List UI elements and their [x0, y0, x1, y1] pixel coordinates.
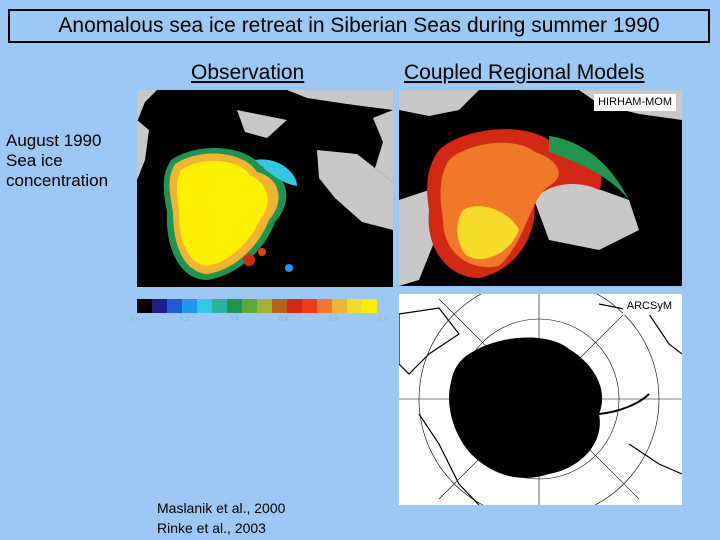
colorbar-swatch: [182, 299, 197, 313]
observation-heading: Observation: [191, 61, 305, 84]
map-description: [6, 131, 136, 191]
colorbar-swatch: [347, 299, 362, 313]
colorbar-swatch: [332, 299, 347, 313]
colorbar-tick-label: 0.2: [179, 316, 190, 323]
colorbar-swatch: [287, 299, 302, 313]
colorbar-tick-label: 0.6: [278, 316, 289, 323]
colorbar-swatch: [167, 299, 182, 313]
colorbar-swatch: [272, 299, 287, 313]
reference-1: Maslanik et al., 2000: [157, 500, 286, 516]
colorbar-swatch: [137, 299, 152, 313]
colorbar-swatch: [152, 299, 167, 313]
arcsym-label: ARCSyM: [623, 298, 676, 315]
colorbar-tick-label: 0.4: [229, 316, 239, 323]
colorbar-tick-label: 1.0: [378, 316, 388, 323]
colorbar-swatch: [362, 299, 377, 313]
colorbar-swatch: [317, 299, 332, 313]
side-label-line-3: concentration: [6, 171, 109, 190]
side-label-line-2: Sea ice: [6, 151, 63, 170]
colorbar-swatch: [242, 299, 257, 313]
colorbar-swatch: [212, 299, 227, 313]
hirham-mom-sea-ice-map: [399, 90, 682, 286]
reference-2: Rinke et al., 2003: [157, 520, 266, 536]
hirham-mom-label: HIRHAM-MOM: [594, 94, 676, 111]
colorbar-tick-label: 0.0: [130, 316, 140, 323]
colorbar-swatch: [257, 299, 272, 313]
colorbar-swatch: [302, 299, 317, 313]
sea-ice-colorbar: [137, 299, 377, 313]
side-label-line-1: August 1990: [6, 131, 102, 150]
colorbar-swatch: [227, 299, 242, 313]
references: [157, 498, 285, 538]
colorbar-swatch: [197, 299, 212, 313]
models-heading: Coupled Regional Models: [404, 61, 645, 84]
arcsym-sea-ice-map: [399, 294, 682, 505]
observation-sea-ice-map: [137, 90, 393, 287]
slide-title: Anomalous sea ice retreat in Siberian Seas during summer 1990: [8, 9, 710, 43]
colorbar-tick-label: 0.8: [328, 316, 338, 323]
colorbar-ticks: [130, 316, 390, 326]
